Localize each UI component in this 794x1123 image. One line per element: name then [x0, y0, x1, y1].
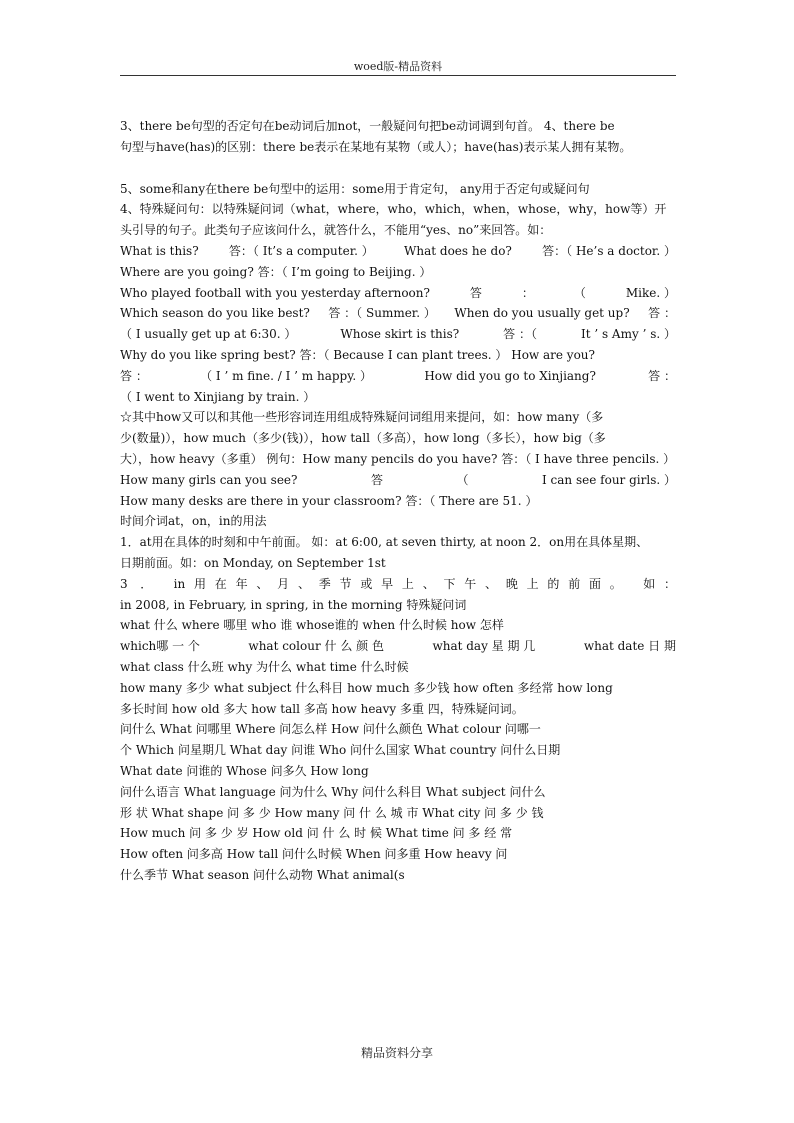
answer-text: 答：（ It’s a computer. ）: [228, 243, 374, 258]
vocab-term: what colour 什 么 颜 色: [248, 639, 384, 654]
question-text: Who played football with you yesterday afternoon?: [120, 285, 430, 300]
answer-text: （: [456, 472, 469, 487]
text-line: 什么季节 What season 问什么动物 What animal(s: [120, 867, 405, 882]
text-line: Why do you like spring best? 答：（ Because I can plant trees. ） How are you?: [120, 347, 595, 362]
answer-text: 答 ：: [648, 368, 676, 383]
question-text: What does he do?: [404, 243, 512, 258]
text-line: 多长时间 how old 多大 how tall 多高 how heavy 多重 四，特殊疑问词。: [120, 701, 524, 716]
answer-text: Mike. ）: [625, 285, 676, 300]
text-line: Where are you going? 答：（ I’m going to Beijing. ）: [120, 264, 432, 279]
text-line: （ I went to Xinjiang by train. ）: [120, 389, 316, 404]
text-line: 问什么 What 问哪里 Where 问怎么样 How 问什么颜色 What colour 问哪一: [120, 722, 541, 737]
text-line: 个 Which 问星期几 What day 问谁 Who 问什么国家 What country 问什么日期: [120, 743, 561, 758]
text-line: 形 状 What shape 问 多 少 How many 问 什 么 城 市 What city 问 多 少 钱: [120, 805, 544, 820]
example-row: [120, 241, 676, 262]
answer-text: （ I usually get up at 6:30. ）: [120, 327, 297, 342]
section-heading: 时间介词at，on，in的用法: [120, 514, 267, 529]
text-line: 1．at用在具体的时刻和中午前面。 如：at 6:00, at seven thirty, at noon 2．on用在具体星期、: [120, 535, 649, 550]
page-header: woed版-精品资料: [353, 60, 443, 73]
answer-text: 答 ：（: [503, 327, 537, 342]
question-text: When do you usually get up?: [454, 306, 630, 321]
vocab-term: what date 日 期: [583, 639, 676, 654]
answer-text: （: [573, 285, 586, 300]
text-line: 问什么语言 What language 问为什么 Why 问什么科目 What subject 问什么: [120, 784, 546, 799]
question-text: Which season do you like best?: [120, 306, 310, 321]
text-line: what class 什么班 why 为什么 what time 什么时候: [120, 659, 409, 674]
answer-text: （ I ’ m fine. / I ’ m happy. ）: [200, 368, 373, 383]
answer-text: It ’ s Amy ’ s. ）: [580, 327, 676, 342]
answer-text: 答：（ He’s a doctor. ）: [542, 243, 676, 258]
text-line: How many desks are there in your classroom? 答：（ There are 51. ）: [120, 493, 538, 508]
text-line: ☆其中how又可以和其他一些形容词连用组成特殊疑问词组用来提问，如：how many（多: [120, 410, 604, 425]
answer-text: 答: [370, 472, 383, 487]
text-line: 3、there be句型的否定句在be动词后加not，一般疑问句把be动词调到句首。 4、there be: [120, 119, 615, 133]
text-line: 头引导的句子。此类句子应该问什么，就答什么，不能用“yes、no”来回答。如：: [120, 223, 552, 238]
header-divider: [120, 75, 676, 76]
paragraph-gap: [120, 158, 676, 179]
question-text: How many girls can you see?: [120, 472, 298, 487]
answer-text: I can see four girls. ）: [542, 472, 676, 487]
answer-text: 答 ：: [120, 368, 148, 383]
example-row: [120, 283, 676, 304]
text-line: 日期前面。如：on Monday, on September 1st: [120, 555, 386, 570]
page-footer: 精品资料分享: [360, 1046, 433, 1060]
vocab-term: which哪 一 个: [120, 639, 200, 654]
answer-text: 答 ：: [648, 306, 676, 321]
text-line: How much 问 多 少 岁 How old 问 什 么 时 候 What time 问 多 经 常: [120, 826, 513, 841]
example-row: [120, 470, 676, 491]
text-line: what 什么 where 哪里 who 谁 whose谁的 when 什么时候 how 怎样: [120, 618, 504, 633]
document-body: [120, 116, 676, 886]
question-text: Whose skirt is this?: [340, 327, 460, 342]
question-text: What is this?: [120, 243, 199, 258]
example-row: [120, 366, 676, 387]
text-line: in 2008, in February, in spring, in the morning 特殊疑问词: [120, 597, 467, 612]
example-row: [120, 303, 676, 324]
answer-text: 答: [469, 285, 482, 300]
example-row: [120, 324, 676, 345]
text-line: How often 问多高 How tall 问什么时候 When 问多重 How heavy 问: [120, 847, 508, 862]
text-line: how many 多少 what subject 什么科目 how much 多少钱 how often 多经常 how long: [120, 680, 613, 695]
text-line: 3 ． in用在年、月、季节或早上、下午、晚上的前面。 如：: [120, 576, 676, 591]
text-line: 4、特殊疑问句：以特殊疑问词（what，where，who，which，when，whose，why，how等）开: [120, 202, 667, 217]
text-line: 5、some和any在there be句型中的运用：some用于肯定句， any用于否定句或疑问句: [120, 181, 590, 196]
text-line: 句型与have(has)的区别：there be表示在某地有某物（或人）；have(has)表示某人拥有某物。: [120, 139, 632, 154]
vocab-term: what day 星 期 几: [432, 639, 536, 654]
vocab-row: [120, 636, 676, 657]
text-line: 少(数量)），how much（多少(钱)），how tall（多高），how long（多长），how big（多: [120, 431, 606, 446]
answer-text: 答 ：（ Summer. ）: [328, 306, 436, 321]
text-line: What date 问谁的 Whose 问多久 How long: [120, 763, 369, 778]
text-line: 大），how heavy（多重） 例句：How many pencils do you have? 答：（ I have three pencils. ）: [120, 451, 676, 466]
answer-text: ：: [521, 285, 534, 300]
question-text: How did you go to Xinjiang?: [424, 368, 596, 383]
